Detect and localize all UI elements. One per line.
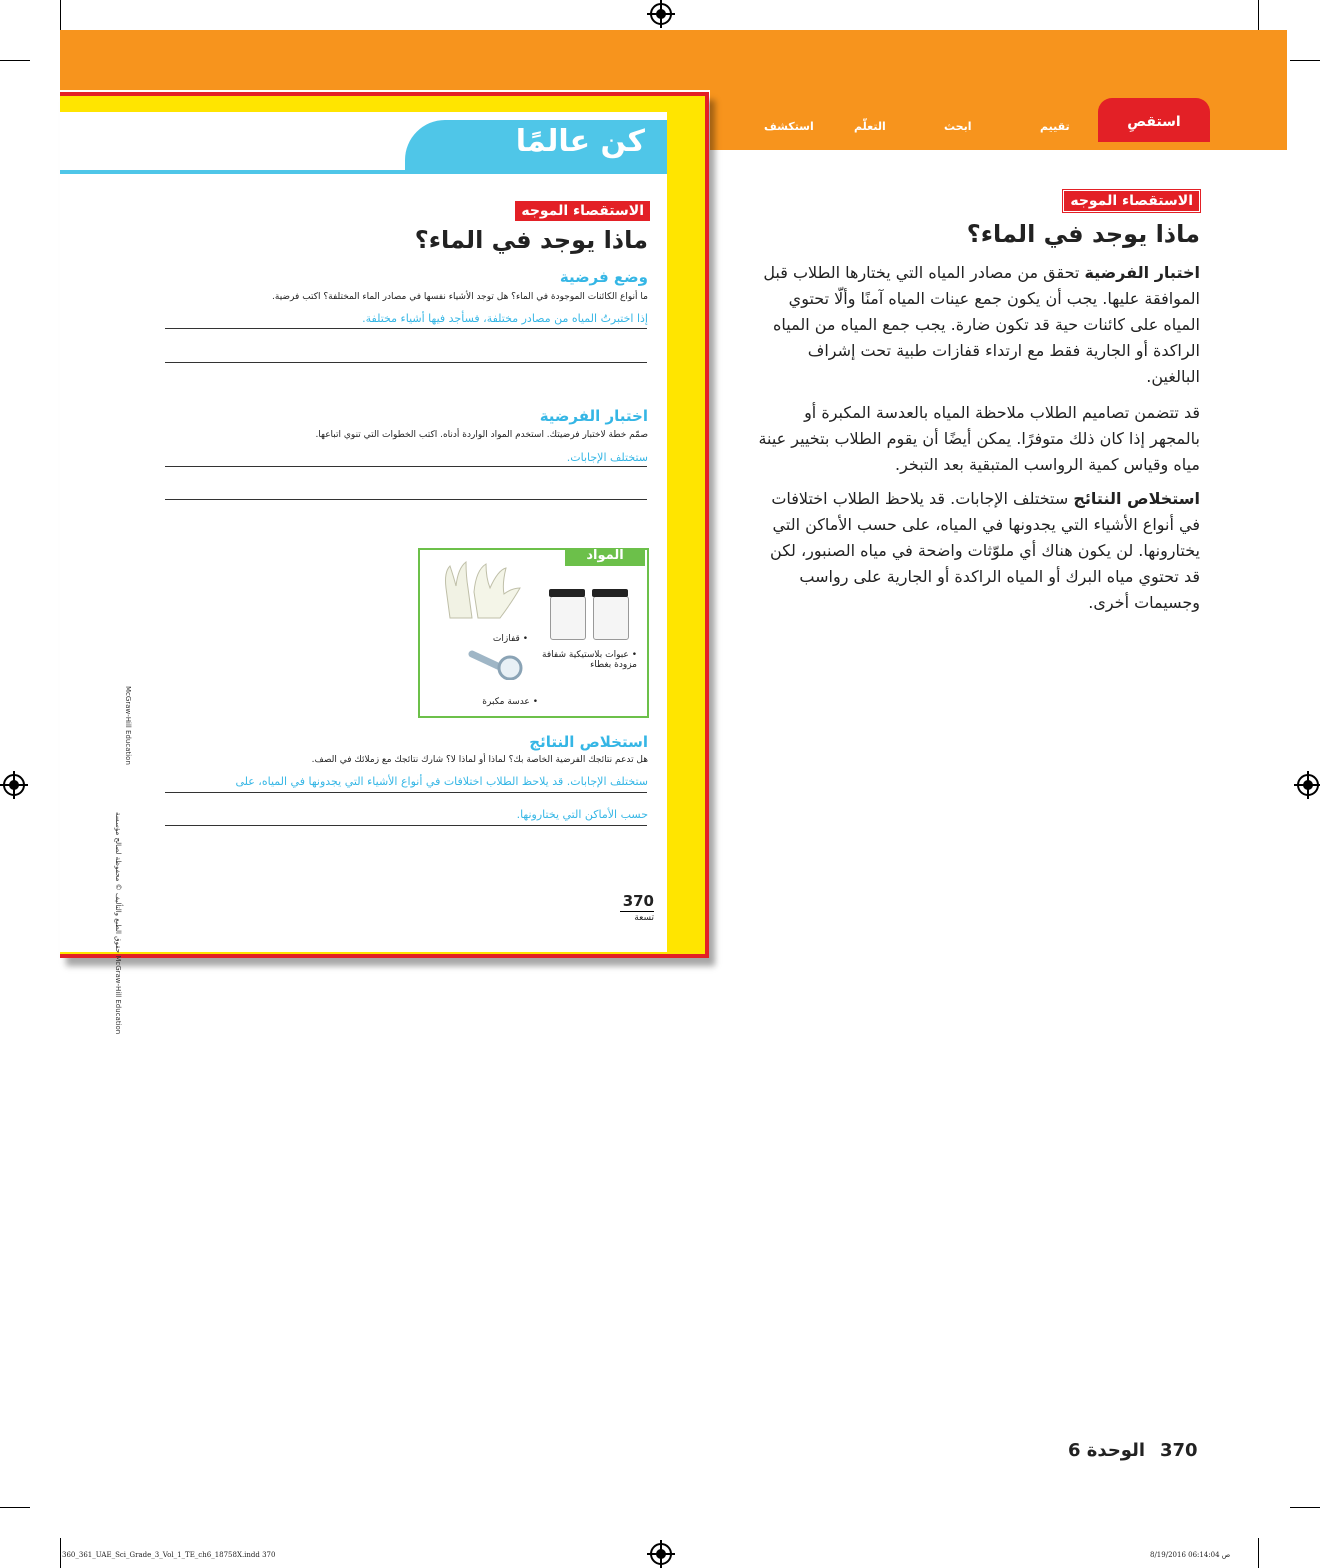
- test-heading: اختبار الفرضية: [539, 407, 648, 425]
- title-stripe: [60, 170, 667, 174]
- test-answer: ستختلف الإجابات.: [566, 451, 648, 464]
- credit-line-1: McGraw-Hill Education: [124, 686, 132, 765]
- footer-page-number: 370: [1160, 1440, 1198, 1461]
- student-title: كن عالمًا: [515, 124, 645, 159]
- answer-line: [165, 466, 647, 467]
- side-credit: [114, 686, 132, 1035]
- answer-line: [165, 499, 647, 500]
- hypothesis-heading: وضع فرضية: [559, 268, 648, 286]
- student-page-word: تسعة: [634, 913, 654, 923]
- credit-line-2: حقوق الطبع والتأليف © محفوظة لصالح مؤسسة McGraw-Hill Education: [114, 812, 122, 1035]
- teacher-p1-text: تحقق من مصادر المياه التي يختارها الطلاب قبل الموافقة عليها. يجب أن يكون جمع عينات المياه آمنًا وألّا تحتوي المياه على كائنات حية قد تكون ضارة. يجب جمع المياه من المياه الراكدة أو الجارية فقط مع ارتداء قفازات طبية تحت إشراف البالغين.: [763, 263, 1200, 386]
- footer-unit: الوحدة 6: [1068, 1440, 1146, 1461]
- registration-mark-icon: [650, 1543, 672, 1565]
- teacher-title: ماذا يوجد في الماء؟: [966, 220, 1200, 248]
- crop-mark: [1258, 1538, 1259, 1568]
- material-item-3: [440, 697, 538, 707]
- conclusion-answer-1: ستختلف الإجابات. قد يلاحظ الطلاب اختلافات في أنواع الأشياء التي يجدونها في المياه، على: [235, 775, 648, 788]
- answer-line: [165, 792, 647, 793]
- teacher-p2-text: قد تتضمن تصاميم الطلاب ملاحظة المياه بالعدسة المكبرة أو بالمجهر إذا كان ذلك متوفرًا. يمكن أيضًا أن يقوم الطلاب بتخيير عينة مياه وقياس كمية الرواسب المتبقية بعد التبخر.: [758, 403, 1200, 474]
- registration-mark-icon: [1297, 774, 1319, 796]
- teacher-paragraph-3: [752, 486, 1200, 616]
- hypothesis-answer: إذا اختبرتُ المياه من مصادر مختلفة، فسأجد فيها أشياء مختلفة.: [362, 312, 648, 325]
- student-question: ماذا يوجد في الماء؟: [414, 226, 648, 254]
- teacher-paragraph-2: [752, 400, 1200, 478]
- bullet: •: [532, 697, 538, 707]
- teacher-p1-lead: اختبار الفرضية: [1084, 263, 1200, 282]
- page-number-rule: [620, 911, 654, 912]
- teacher-guided-inquiry-label: الاستقصاء الموجه: [1063, 190, 1200, 212]
- conclusion-answer-2: حسب الأماكن التي يختارونها.: [516, 808, 648, 821]
- teacher-p3-text: ستختلف الإجابات. قد يلاحظ الطلاب اختلافات في أنواع الأشياء التي يجدونها في المياه، على حسب الأماكن التي يختارونها. لن يكون هناك أي ملوّثات واضحة في مياه الصنبور، لكن قد تحتوي مياه البرك أو المياه الراكدة أو الجارية على رواسب وجسيمات أخرى.: [770, 489, 1200, 612]
- bullet: •: [522, 634, 528, 644]
- crop-mark: [60, 1538, 61, 1568]
- test-prompt: صمّم خطة لاختبار فرضيتك. استخدم المواد الواردة أدناه. اكتب الخطوات التي تنوي اتباعها.: [315, 430, 648, 440]
- hypothesis-prompt: ما أنواع الكائنات الموجودة في الماء؟ هل توجد الأشياء نفسها في مصادر الماء المختلفة؟ اكتب فرضية.: [272, 292, 648, 302]
- materials-label: المواد: [565, 548, 645, 566]
- answer-line: [165, 328, 647, 329]
- answer-line: [165, 825, 647, 826]
- jar-icon: [593, 596, 629, 640]
- tab-inquire-label: استقصِ: [1127, 114, 1181, 130]
- tab-explore[interactable]: استكشف: [764, 120, 814, 133]
- header-band: [60, 30, 1287, 90]
- material-gloves: قفازات: [492, 634, 520, 644]
- material-item-2: [440, 634, 528, 644]
- material-item-1: [540, 650, 637, 670]
- bullet: •: [631, 650, 637, 660]
- gloves-icon: [440, 558, 525, 620]
- teacher-label-wrap: [960, 190, 1200, 209]
- footer-timestamp: 8/19/2016 06:14:04 ص: [1150, 1551, 1231, 1559]
- material-containers: عبوات بلاستيكية شفافة مزودة بغطاء: [542, 650, 637, 670]
- crop-mark: [1290, 60, 1320, 61]
- jar-icon: [550, 596, 586, 640]
- crop-mark: [1290, 1507, 1320, 1508]
- crop-mark: [0, 1507, 30, 1508]
- magnifier-icon: [468, 646, 528, 680]
- tab-research[interactable]: ابحث: [944, 120, 972, 133]
- footer-slug: 360_361_UAE_Sci_Grade_3_Vol_1_TE_ch6_18758X.indd 370: [62, 1551, 276, 1559]
- crop-mark: [60, 0, 61, 30]
- tab-learn[interactable]: التعلّم: [854, 120, 886, 133]
- crop-mark: [1258, 0, 1259, 30]
- teacher-paragraph-1: [752, 260, 1200, 390]
- crop-mark: [0, 60, 30, 61]
- registration-mark-icon: [3, 774, 25, 796]
- teacher-p3-lead: استخلاص النتائج: [1073, 489, 1200, 508]
- student-page-number: 370: [622, 892, 654, 910]
- answer-line: [165, 362, 647, 363]
- tab-inquire-active[interactable]: [1098, 98, 1210, 142]
- student-label-wrap: [420, 200, 650, 219]
- material-magnifier: عدسة مكبرة: [482, 697, 530, 707]
- conclusion-heading: استخلاص النتائج: [529, 733, 648, 751]
- student-guided-inquiry-label: الاستقصاء الموجه: [515, 201, 650, 221]
- conclusion-prompt: هل تدعم نتائجك الفرضية الخاصة بك؟ لماذا أو لماذا لا؟ شارك نتائجك مع زملائك في الصف.: [311, 755, 648, 765]
- registration-mark-icon: [650, 3, 672, 25]
- tab-evaluate[interactable]: تقييم: [1040, 120, 1070, 133]
